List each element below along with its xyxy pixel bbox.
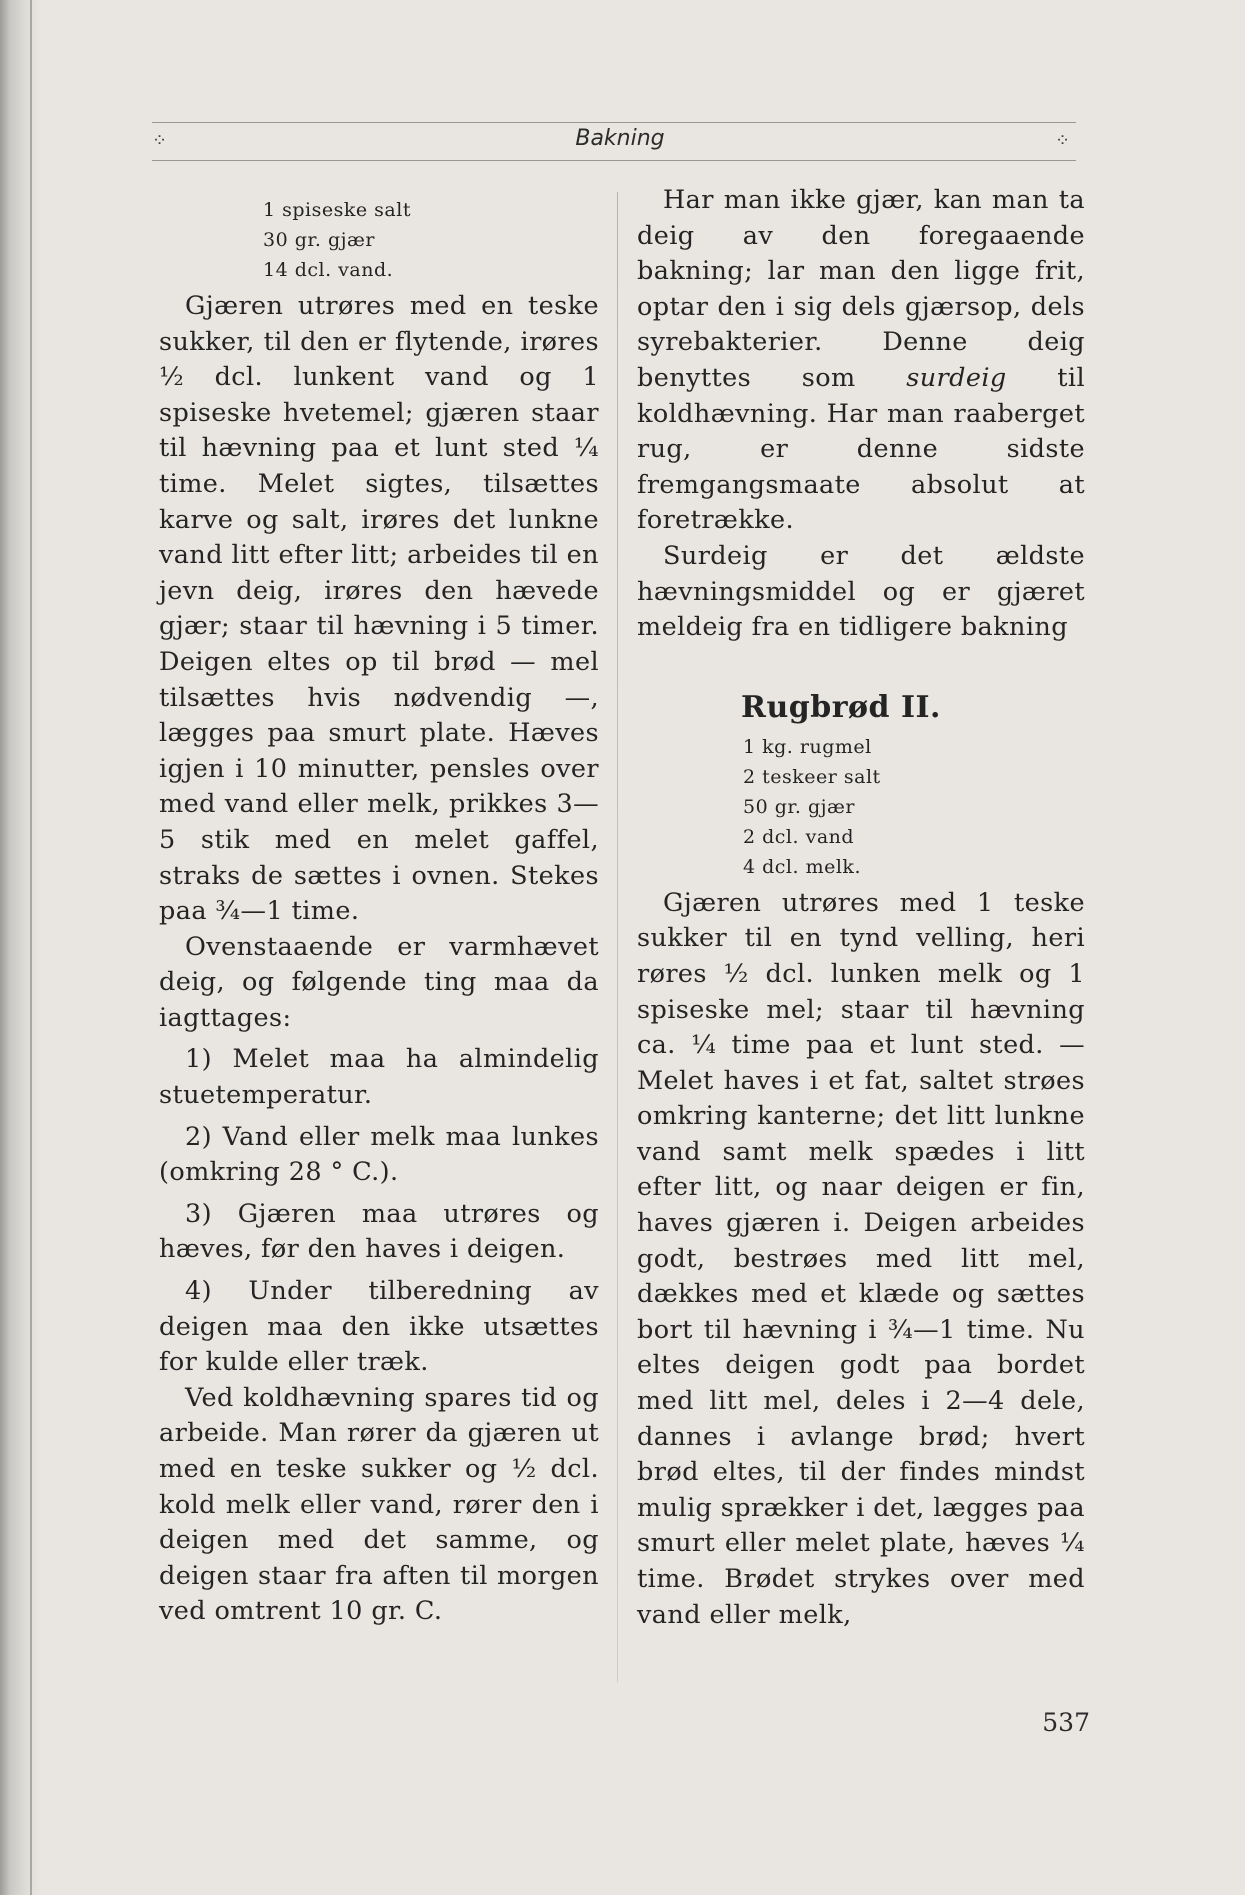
- method-paragraph: Gjæren utrøres med en teske sukker, til den er flytende, irøres ½ dcl. lunkent vand og 1 spiseske hvetemel; gjæren staar til hævning paa et lunt sted ¼ time. Melet sigtes, tilsættes karve og salt, irøres det lunkne vand litt efter litt; arbeides til en jevn deig, irøres den hævede gjær; staar til hævning i 5 timer. Deigen eltes op til brød — mel tilsættes hvis nødvendig —, lægges paa smurt plate. Hæves igjen i 10 minutter, pensles over med vand eller melk, prikkes 3—5 stik med en melet gaffel, straks de sættes i ovnen. Stekes paa ¾—1 time.: [159, 291, 599, 927]
- ingredient-list-continued: [159, 195, 599, 285]
- sourdough-paragraph: Har man ikke gjær, kan man ta deig av den foregaaende bakning; lar man den ligge frit, optar den i sig dels gjærsop, dels syrebakterier. Denne deig benyttes som surdeig til koldhævning. Har man raaberget rug, er denne sidste fremgangsmaate absolut at foretrække.: [637, 185, 1085, 536]
- ingredient-item: 50 gr. gjær: [743, 795, 855, 818]
- ingredient-item: 14 dcl. vand.: [263, 259, 394, 281]
- recipe-title: Rugbrød II.: [741, 689, 941, 725]
- left-column: [159, 195, 599, 1630]
- rule-item-4: 4) Under tilberedning av deigen maa den ikke utsættes for kulde eller træk.: [159, 1276, 599, 1378]
- header-ornament-left: ⁘: [152, 130, 168, 151]
- right-column: [637, 183, 1085, 1633]
- page-number: 537: [1042, 1708, 1090, 1737]
- running-header-title: Bakning: [575, 126, 665, 151]
- column-divider: [617, 192, 618, 1682]
- rule-item-2: 2) Vand eller melk maa lunkes (omkring 28 ° C.).: [159, 1121, 599, 1188]
- sourdough-term: surdeig: [906, 362, 1007, 393]
- rule-item-1: 1) Melet maa ha almindelig stuetemperatur.: [159, 1044, 599, 1111]
- ingredient-item: 4 dcl. melk.: [743, 855, 861, 878]
- binding-shadow: [0, 0, 40, 1895]
- ingredient-item: 1 spiseske salt: [263, 199, 411, 221]
- rule-item-3: 3) Gjæren maa utrøres og hæves, før den haves i deigen.: [159, 1198, 599, 1265]
- header-ornament-right: ⁘: [1055, 130, 1071, 151]
- binding-crease: [30, 0, 32, 1895]
- header-rule-top: [152, 122, 1076, 123]
- warm-rise-intro: Ovenstaaende er varmhævet deig, og følgende ting maa da iagttages:: [159, 931, 599, 1033]
- sourdough-definition: Surdeig er det ældste hævningsmiddel og er gjæret meldeig fra en tidligere bakning: [637, 540, 1085, 643]
- ingredient-list: [637, 732, 1085, 882]
- recipe-method: Gjæren utrøres med 1 teske sukker til en tynd velling, heri røres ½ dcl. lunken melk og 1 spiseske mel; staar til hævning ca. ¼ time paa et lunt sted. — Melet haves i et fat, saltet strøes omkring kanterne; det litt lunkne vand samt melk spædes i litt efter litt, og naar deigen er fin, haves gjæren i. Deigen arbeides godt, bestrøes med litt mel, dækkes med et klæde og sættes bort til hævning i ¾—1 time. Nu eltes deigen godt paa bordet med litt mel, deles i 2—4 dele, dannes i avlange brød; hvert brød eltes, til der findes mindst mulig sprækker i det, lægges paa smurt eller melet plate, hæves ¼ time. Brødet strykes over med vand eller melk,: [637, 887, 1085, 1630]
- cold-rise-paragraph: Ved koldhævning spares tid og arbeide. Man rører da gjæren ut med en teske sukker og ½ dcl. kold melk eller vand, rører den i deigen med det samme, og deigen staar fra aften til morgen ved omtrent 10 gr. C.: [159, 1382, 599, 1627]
- ingredient-item: 2 dcl. vand: [743, 825, 855, 848]
- ingredient-item: 1 kg. rugmel: [743, 735, 872, 758]
- header-rule-bottom: [152, 160, 1076, 161]
- ingredient-item: 2 teskeer salt: [743, 765, 881, 788]
- ingredient-item: 30 gr. gjær: [263, 229, 375, 251]
